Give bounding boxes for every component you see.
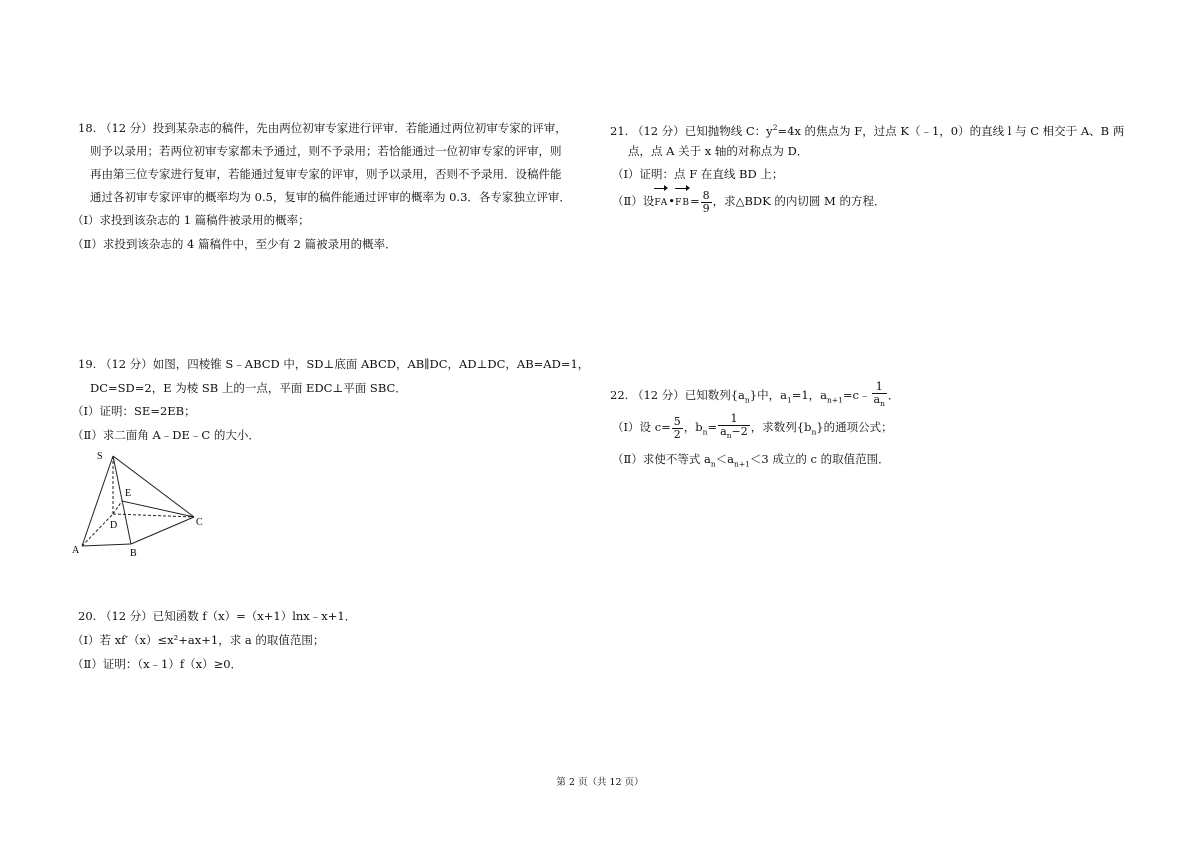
q19-part-2: （Ⅱ）求二面角 A﹣DE﹣C 的大小． [72, 428, 260, 442]
q22-b-den-a: a [720, 425, 727, 439]
q22-frac1-den [872, 394, 887, 410]
q21-eq: = [689, 194, 700, 208]
fraction-1-over-an-minus-2 [718, 413, 750, 442]
q22-p2-a: （Ⅱ）求使不等式 a [612, 452, 711, 466]
fraction-5-2 [672, 416, 683, 441]
vector-fa: FA [654, 187, 668, 216]
q22-p2-sub-n: n [710, 459, 716, 469]
q22-p1-sub-n2: n [811, 427, 817, 437]
q18-line-3: 再由第三位专家进行复审，若能通过复审专家的评审，则予以录用，否则不予录用．设稿件能 [90, 167, 562, 181]
vector-fb: FB [675, 187, 690, 216]
q21-p2-a: （Ⅱ）设 [612, 194, 655, 208]
q20-line-1: 20. （12 分）已知函数 f（x）=（x+1）lnx﹣x+1． [78, 609, 357, 623]
q21-part-1: （Ⅰ）证明：点 F 在直线 BD 上； [612, 167, 784, 181]
q22-c-num: 5 [673, 414, 681, 428]
q22-sub-n: n [744, 395, 750, 405]
q22-c-den: 2 [673, 427, 681, 441]
q18-part-1: （Ⅰ）求投到该杂志的 1 篇稿件被录用的概率； [72, 213, 310, 227]
q21-head-a: 21. （12 分）已知抛物线 C：y [610, 123, 773, 138]
q22-p1-d: ，求数列{b [750, 420, 812, 434]
q22-p1-sub-n: n [702, 427, 708, 437]
fraction-8-9 [701, 190, 712, 215]
q22-frac1-num: 1 [872, 381, 887, 394]
q22-head-end: ． [887, 388, 900, 402]
label-d: D [110, 520, 118, 531]
q22-b-den-b: −2 [731, 425, 748, 439]
q22-b-num: 1 [718, 413, 750, 426]
q21-frac-num: 8 [702, 188, 710, 202]
q22-head-c: =1，a [791, 388, 828, 402]
q22-p1-c: = [707, 420, 718, 434]
q22-p2-sub-n1: n+1 [734, 459, 750, 469]
q22-p1-e: }的通项公式； [816, 420, 893, 434]
label-b: B [130, 548, 137, 559]
q22-p1-a: （Ⅰ）设 c= [612, 420, 671, 434]
q22-part-1 [612, 413, 893, 446]
q19-line-2: DC=SD=2，E 为棱 SB 上的一点，平面 EDC⊥平面 SBC． [90, 381, 407, 395]
q22-b-den-sub: n [726, 431, 732, 441]
q22-sub-n1: n+1 [827, 395, 843, 405]
q22-p2-b: ＜a [715, 452, 735, 466]
q20-part-1: （Ⅰ）若 xf′（x）≤x²+ax+1，求 a 的取值范围； [72, 633, 325, 647]
q22-line-1 [610, 381, 899, 414]
q19-part-1: （Ⅰ）证明：SE=2EB； [72, 404, 196, 418]
label-a: A [72, 545, 80, 556]
q22-frac1-den-sub: n [880, 399, 885, 409]
q21-line-2: 点，点 A 关于 x 轴的对称点为 D． [628, 144, 809, 158]
q18-line-1: 18. （12 分）投到某杂志的稿件，先由两位初审专家进行评审．若能通过两位初审专家的评审， [78, 121, 567, 135]
fraction-1-over-an [872, 381, 887, 410]
q21-dot: • [668, 194, 676, 208]
q21-frac-den: 9 [702, 201, 710, 215]
q22-p2-c: ＜3 成立的 c 的取值范围． [749, 452, 890, 466]
q18-part-2: （Ⅱ）求投到该杂志的 4 篇稿件中，至少有 2 篇被录用的概率． [72, 237, 397, 251]
q22-frac1-den-a: a [873, 393, 881, 407]
q22-head-a: 22. （12 分）已知数列{a [610, 388, 745, 402]
label-s: S [97, 451, 103, 462]
q21-head-sup: 2 [772, 123, 778, 132]
q18-line-2: 则予以录用；若两位初审专家都未予通过，则不予录用；若恰能通过一位初审专家的评审，则 [90, 144, 562, 158]
q22-b-den [718, 426, 750, 442]
q20-part-2: （Ⅱ）证明：（x﹣1）f（x）≥0． [72, 657, 243, 671]
label-c: C [196, 517, 203, 528]
q22-part-2 [612, 451, 890, 472]
label-e: E [125, 488, 132, 499]
q18-line-4: 通过各初审专家评审的概率均为 0.5，复审的稿件能通过评审的概率为 0.3．各专家独立评审． [90, 190, 571, 204]
q21-line-1 [610, 120, 1124, 139]
q19-line-1: 19. （12 分）如图，四棱锥 S﹣ABCD 中，SD⊥底面 ABCD，AB∥DC，AD⊥DC，AB=AD=1， [78, 357, 590, 371]
q21-p2-b: ，求△BDK 的内切圆 M 的方程． [712, 194, 886, 208]
q22-head-d: =c﹣ [842, 388, 871, 402]
q22-p1-b: ，b [683, 420, 703, 434]
q22-head-b: }中，a [749, 388, 787, 402]
q22-sub-1: 1 [786, 395, 792, 405]
pyramid-figure [66, 446, 216, 562]
q21-part-2 [612, 187, 885, 216]
page-footer: 第 2 页（共 12 页） [556, 777, 644, 788]
q21-head-b: =4x 的焦点为 F，过点 K（﹣1，0）的直线 l 与 C 相交于 A、B 两 [777, 123, 1125, 138]
